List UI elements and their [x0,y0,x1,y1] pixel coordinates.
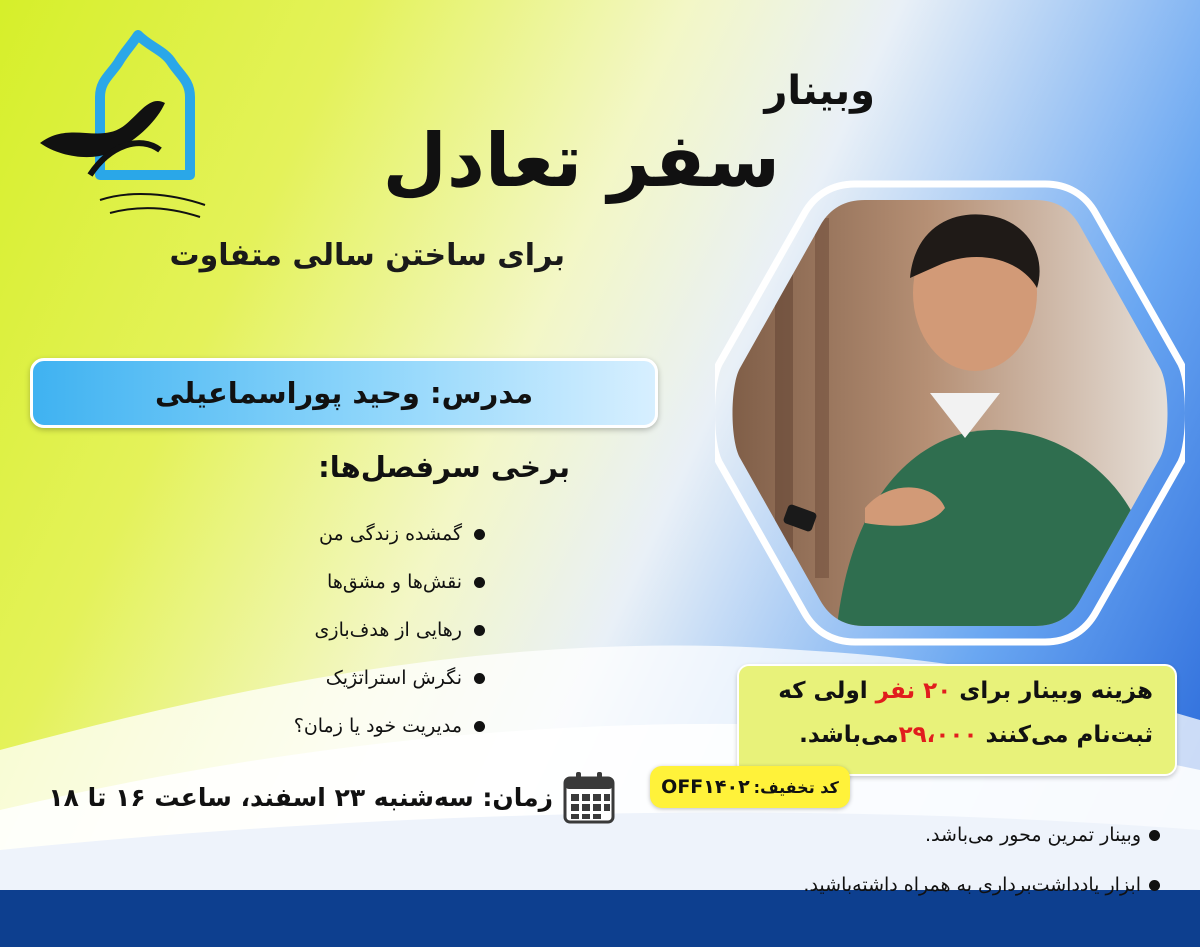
bullet-icon [1149,830,1160,841]
discount-box [650,766,850,808]
bullet-icon [474,721,485,732]
price-text: اولی که [778,678,868,704]
bullet-icon [474,529,485,540]
topics-list [294,510,485,750]
list-item [803,860,1160,910]
note-text: ابزار یادداشت‌برداری به همراه داشته‌باشید. [803,874,1141,896]
instructor-pill [30,358,658,428]
price-box [737,664,1177,776]
note-text: وبینار تمرین محور می‌باشد. [925,824,1141,846]
bullet-icon [474,625,485,636]
topics-title: برخی سرفصل‌ها: [318,450,570,484]
price-text: می‌باشد. [799,722,899,748]
topic-text: مدیریت خود یا زمان؟ [293,715,462,737]
price-count: ۲۰ نفر [875,678,952,704]
instructor-label: مدرس: وحید پوراسماعیلی [154,376,534,410]
price-line-2 [799,722,1153,748]
calendar-icon [563,770,615,824]
library-logo-icon [30,25,220,225]
price-text: ثبت‌نام می‌کنند [985,722,1153,748]
title-main: سفر تعادل [382,118,780,204]
bullet-icon [1149,880,1160,891]
instructor-photo [715,178,1185,648]
bullet-icon [474,673,485,684]
price-text: هزینه وبینار برای [959,678,1153,704]
notes-list [803,810,1160,910]
list-item [294,702,485,750]
list-item [294,510,485,558]
title-small: وبینار [764,68,875,114]
discount-code: OFF۱۴۰۲ [661,776,750,798]
list-item [294,606,485,654]
date-row [48,770,615,824]
price-amount: ۲۹،۰۰۰ [898,722,978,748]
price-line-1 [778,678,1153,704]
topic-text: نگرش استراتژیک [325,667,462,689]
list-item [803,810,1160,860]
list-item [294,558,485,606]
topic-text: گمشده زندگی من [319,523,462,545]
subtitle: برای ساختن سالی متفاوت [169,238,565,273]
discount-label: کد تخفیف: [753,777,839,797]
topic-text: رهایی از هدف‌بازی [314,619,462,641]
bullet-icon [474,577,485,588]
topic-text: نقش‌ها و مشق‌ها [327,571,462,593]
date-text: زمان: سه‌شنبه ۲۳ اسفند، ساعت ۱۶ تا ۱۸ [48,782,553,812]
list-item [294,654,485,702]
